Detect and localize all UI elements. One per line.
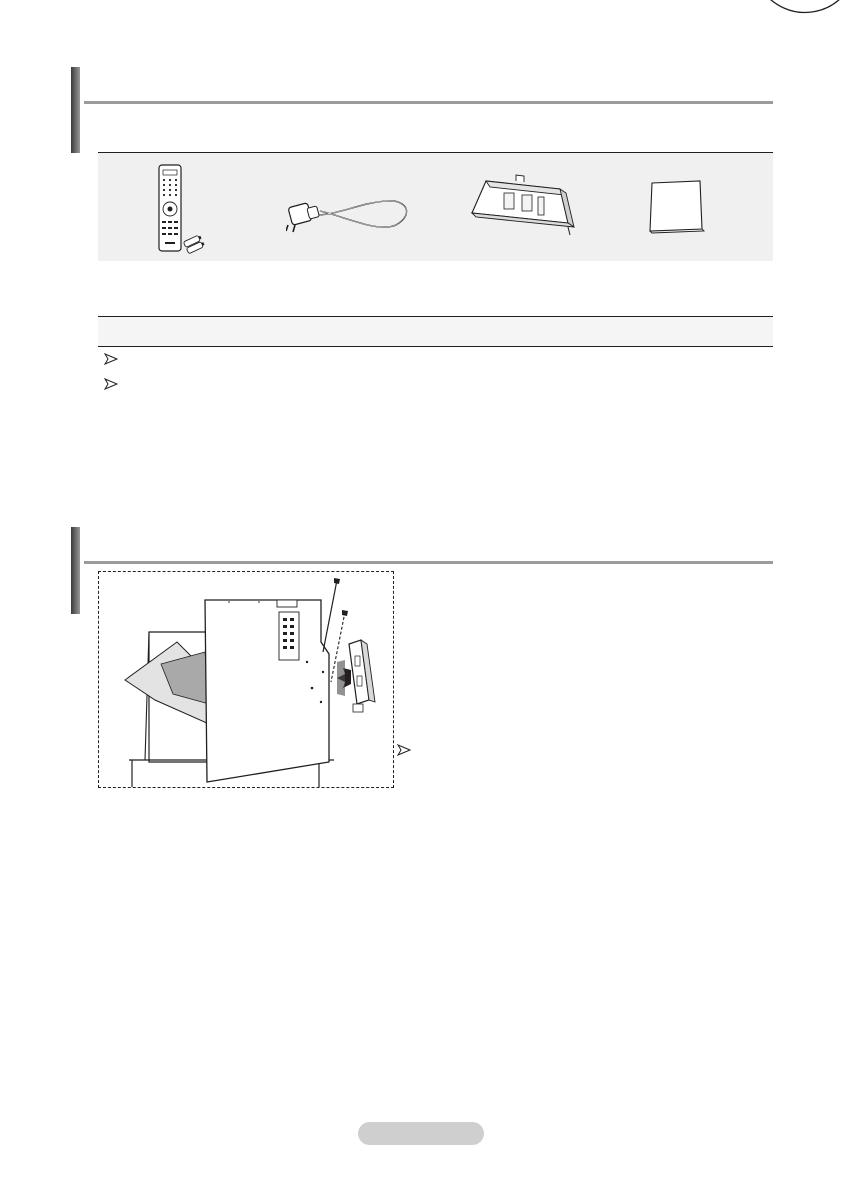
tv-back-installation-illustration xyxy=(99,572,393,787)
accessories-panel xyxy=(98,152,773,261)
remote-control-with-batteries-icon xyxy=(153,163,213,255)
cover-bottom-icon xyxy=(464,169,584,239)
section-marker-bar xyxy=(71,527,80,614)
page-number-badge xyxy=(358,1122,484,1145)
section-marker-bar xyxy=(71,67,80,153)
note-item xyxy=(104,353,764,369)
accessory-remote-control xyxy=(98,153,266,261)
note-arrow-icon xyxy=(104,353,118,365)
note-arrow-icon xyxy=(104,378,118,390)
page-number xyxy=(358,1122,484,1145)
note-item xyxy=(104,378,764,394)
corner-crop-mark xyxy=(751,0,841,20)
section-header-rule xyxy=(84,561,773,564)
accessory-cleaning-cloth xyxy=(602,153,770,261)
cleaning-cloth-icon xyxy=(646,179,708,235)
section-header-rule xyxy=(84,101,773,104)
cover-bottom-installation-diagram xyxy=(98,571,394,788)
note-arrow-icon xyxy=(397,744,411,756)
accessories-table-header xyxy=(98,316,773,347)
accessory-cover-bottom xyxy=(434,153,602,261)
accessory-power-cord xyxy=(266,153,434,261)
power-cord-icon xyxy=(286,181,416,235)
